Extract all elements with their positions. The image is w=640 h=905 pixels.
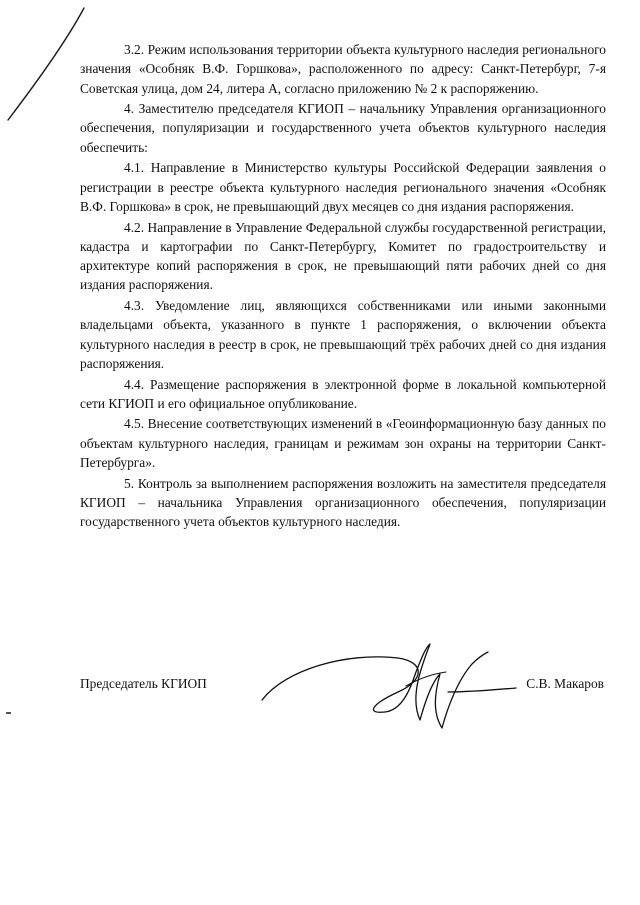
paragraph-4-4: 4.4. Размещение распоряжения в электронной форме в локальной компьютерной сети КГИОП и его официальное опубликование. — [80, 376, 606, 411]
signature-block — [80, 640, 606, 740]
signer-title: Председатель КГИОП — [80, 676, 207, 691]
paragraph-3-2: 3.2. Режим использования территории объекта культурного наследия регионального значения «Особняк В.Ф. Горшкова», расположенного по адресу: Санкт-Петербург, 7-я Советская улица, дом 24, литера А, согласно приложению № 2 к распоряжению. — [80, 42, 606, 96]
paragraph-4-5: 4.5. Внесение соответствующих изменений в «Геоинформационную базу данных по объектам культурного наследия, границам и режимам зон охраны на территории Санкт-Петербурга». — [80, 416, 606, 471]
scan-mark — [6, 712, 11, 714]
paragraph-5: 5. Контроль за выполнением распоряжения возложить на заместителя председателя КГИОП – начальника Управления организационного обеспечения, популяризации государственного учета объектов культурного наследия. — [80, 475, 606, 530]
paragraph-4: 4. Заместителю председателя КГИОП – начальнику Управления организационного обеспечения, популяризации и государственного учета объектов культурного наследия обеспечить: — [80, 101, 606, 155]
margin-pen-stroke — [0, 0, 90, 130]
paragraph-4-3: 4.3. Уведомление лиц, являющихся собственниками или иными законными владельцами объекта, указанного в пункте 1 распоряжения, о включении объекта культурного наследия в реестр в срок, не превышающий трёх рабочих дней со дня издания распоряжения. — [80, 298, 606, 371]
paragraph-4-2: 4.2. Направление в Управление Федеральной службы государственной регистрации, кадастра и картографии по Санкт-Петербургу, Комитет по градостроительству и архитектуре копий распоряжения в срок, не превышающий пяти рабочих дней со дня издания распоряжения. — [80, 219, 606, 293]
paragraph-4-1: 4.1. Направление в Министерство культуры Российской Федерации заявления о регистрации в реестре объекта культурного наследия регионального значения «Особняк В.Ф. Горшкова» в срок, не превышающий двух месяцев со дня издания распоряжения. — [80, 160, 606, 214]
signer-name: С.В. Макаров — [526, 676, 604, 691]
order-body-text — [80, 40, 606, 533]
